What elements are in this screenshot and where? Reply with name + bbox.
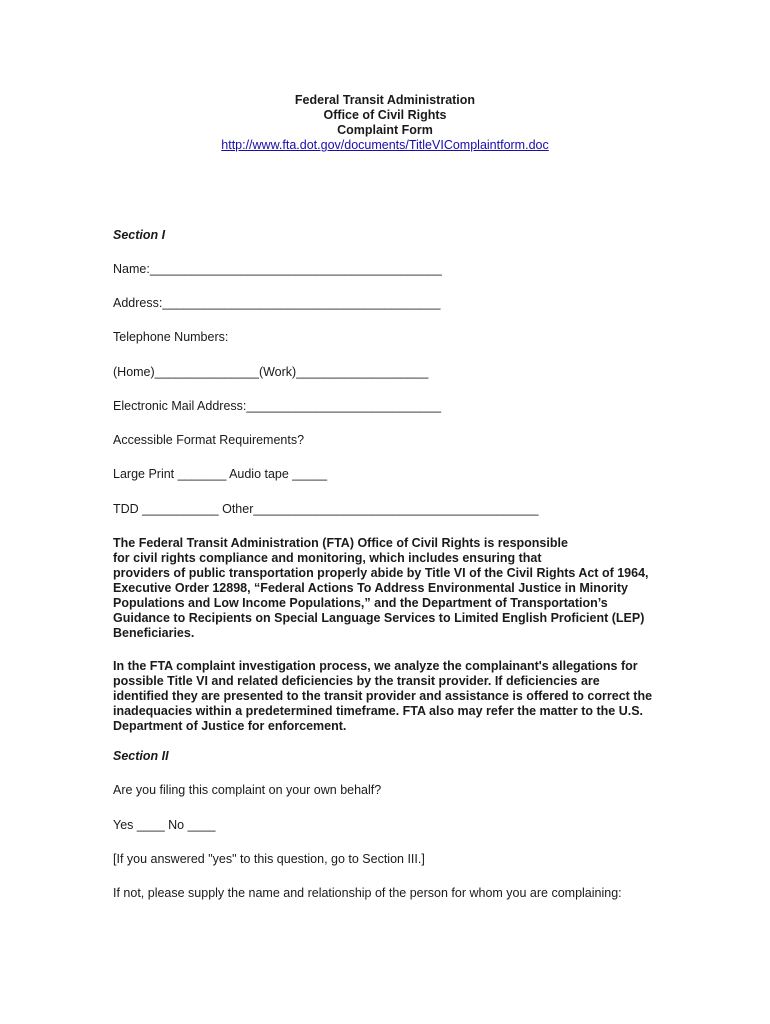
if-yes-instruction: [If you answered "yes" to this question, go to Section III.] bbox=[113, 852, 425, 866]
name-field[interactable]: Name:__________________________________________ bbox=[113, 262, 442, 276]
own-behalf-question: Are you filing this complaint on your own behalf? bbox=[113, 783, 382, 797]
accessible-format-label: Accessible Format Requirements? bbox=[113, 433, 305, 447]
telephone-label: Telephone Numbers: bbox=[113, 330, 229, 344]
yes-no-fields[interactable]: Yes ____ No ____ bbox=[113, 818, 216, 832]
section-1-heading: Section I bbox=[113, 228, 166, 242]
form-header bbox=[0, 93, 770, 153]
investigation-process-paragraph: In the FTA complaint investigation process, we analyze the complainant's allegations for possible Title VI and related deficiencies by the transit provider. If deficiencies are identified they are presented to the transit provider and assistance is offered to correct the inadequacies within a predetermined timeframe. FTA also may refer the matter to the U.S. Department of Justice for enforcement. bbox=[113, 659, 653, 733]
address-field[interactable]: Address:________________________________________ bbox=[113, 296, 441, 310]
if-not-instruction: If not, please supply the name and relationship of the person for whom you are complaining: bbox=[113, 886, 622, 900]
form-title: Complaint Form bbox=[337, 123, 433, 137]
agency-title: Federal Transit Administration bbox=[294, 93, 476, 107]
phone-fields[interactable]: (Home)_______________(Work)___________________ bbox=[113, 365, 429, 379]
fta-responsibility-paragraph: The Federal Transit Administration (FTA) Office of Civil Rights is responsible for civil rights compliance and monitoring, which includes ensuring that providers of public transportation properly abide by Title VI of the Civil Rights Act of 1964, Executive Order 12898, “Federal Actions To Address Environmental Justice in Minority Populations and Low Income Populations,” and the Department of Transportation’s Guidance to Recipients on Special Language Services to Limited English Proficient (LEP) Beneficiaries. bbox=[113, 536, 649, 640]
section-2-heading: Section II bbox=[113, 749, 169, 763]
large-print-audio-fields[interactable]: Large Print _______ Audio tape _____ bbox=[113, 467, 328, 481]
tdd-other-fields[interactable]: TDD ___________ Other_________________________________________ bbox=[113, 502, 539, 516]
form-url-link[interactable]: http://www.fta.dot.gov/documents/TitleVIComplaintform.doc bbox=[221, 138, 549, 152]
email-field[interactable]: Electronic Mail Address:____________________________ bbox=[113, 399, 442, 413]
office-title: Office of Civil Rights bbox=[323, 108, 447, 122]
